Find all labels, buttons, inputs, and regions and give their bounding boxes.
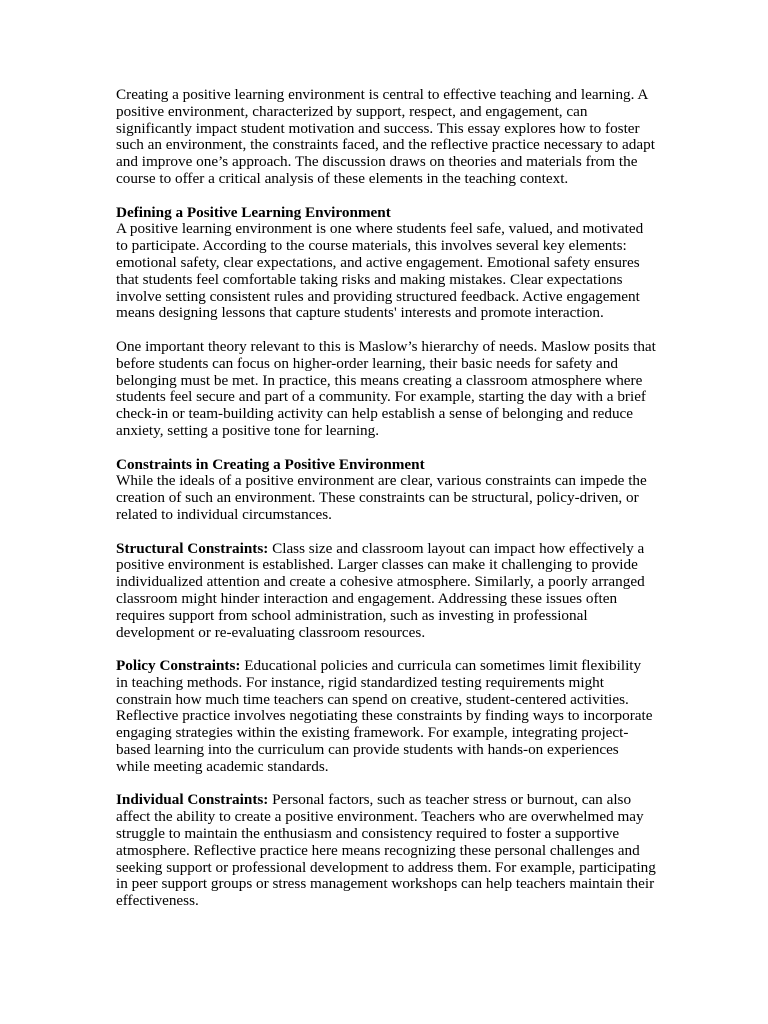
individual-constraints-text: Personal factors, such as teacher stress or burnout, can also affect the ability to create a positive environment. Teachers who are overwhelmed may struggle to maintain the enthusiasm and consistency required to foster a supportive atmosphere. Reflective practice here means recognizing these personal challenges and seeking support or professional development to address them. For example, participating in peer support groups or stress management workshops can help teachers maintain their effectiveness. (116, 791, 656, 910)
section-heading-constraints: Constraints in Creating a Positive Environment (116, 455, 425, 473)
structural-constraints-label: Structural Constraints: (116, 539, 269, 557)
section-defining (116, 205, 656, 323)
maslow-paragraph: One important theory relevant to this is Maslow’s hierarchy of needs. Maslow posits that before students can focus on higher-order learning, their basic needs for safety and belonging must be met. In practice, this means creating a classroom atmosphere where students feel secure and part of a community. For example, starting the day with a brief check-in or team-building activity can help establish a sense of belonging and reduce anxiety, setting a positive tone for learning. (116, 337, 656, 439)
structural-constraints-text: Class size and classroom layout can impact how effectively a positive environment is established. Larger classes can make it challenging to provide individualized attention and create a cohesive atmosphere. Similarly, a poorly arranged classroom might hinder interaction and engagement. Addressing these issues often requires support from school administration, such as investing in professional development or re-evaluating classroom resources. (116, 539, 645, 641)
structural-constraints-paragraph (116, 541, 656, 642)
policy-constraints-paragraph (116, 658, 656, 776)
defining-paragraph-1: A positive learning environment is one where students feel safe, valued, and motivated to participate. According to the course materials, this involves several key elements: emotional safety, clear expectations, and active engagement. Emotional safety ensures that students feel comfortable taking risks and making mistakes. Clear expectations involve setting consistent rules and providing structured feedback. Active engagement means designing lessons that capture students' interests and promote interaction. (116, 220, 644, 322)
individual-constraints-paragraph (116, 792, 656, 910)
section-constraints (116, 457, 656, 524)
policy-constraints-text: Educational policies and curricula can sometimes limit flexibility in teaching methods. For instance, rigid standardized testing requirements might constrain how much time teachers can spend on creative, student-centered activities. Reflective practice involves negotiating these constraints by finding ways to incorporate engaging strategies within the existing framework. For example, integrating project-based learning into the curriculum can provide students with hands-on experiences while meeting academic standards. (116, 657, 653, 775)
document-page (116, 87, 656, 927)
constraints-intro-paragraph: While the ideals of a positive environment are clear, various constraints can impede the creation of such an environment. These constraints can be structural, policy-driven, or related to individual circumstances. (116, 472, 647, 523)
policy-constraints-label: Policy Constraints: (116, 657, 241, 675)
section-heading-defining: Defining a Positive Learning Environment (116, 203, 391, 221)
individual-constraints-label: Individual Constraints: (116, 791, 269, 809)
intro-paragraph: Creating a positive learning environment is central to effective teaching and learning. A positive environment, characterized by support, respect, and engagement, can significantly impact student motivation and success. This essay explores how to foster such an environment, the constraints faced, and the reflective practice necessary to adapt and improve one’s approach. The discussion draws on theories and materials from the course to offer a critical analysis of these elements in the teaching context. (116, 86, 655, 187)
